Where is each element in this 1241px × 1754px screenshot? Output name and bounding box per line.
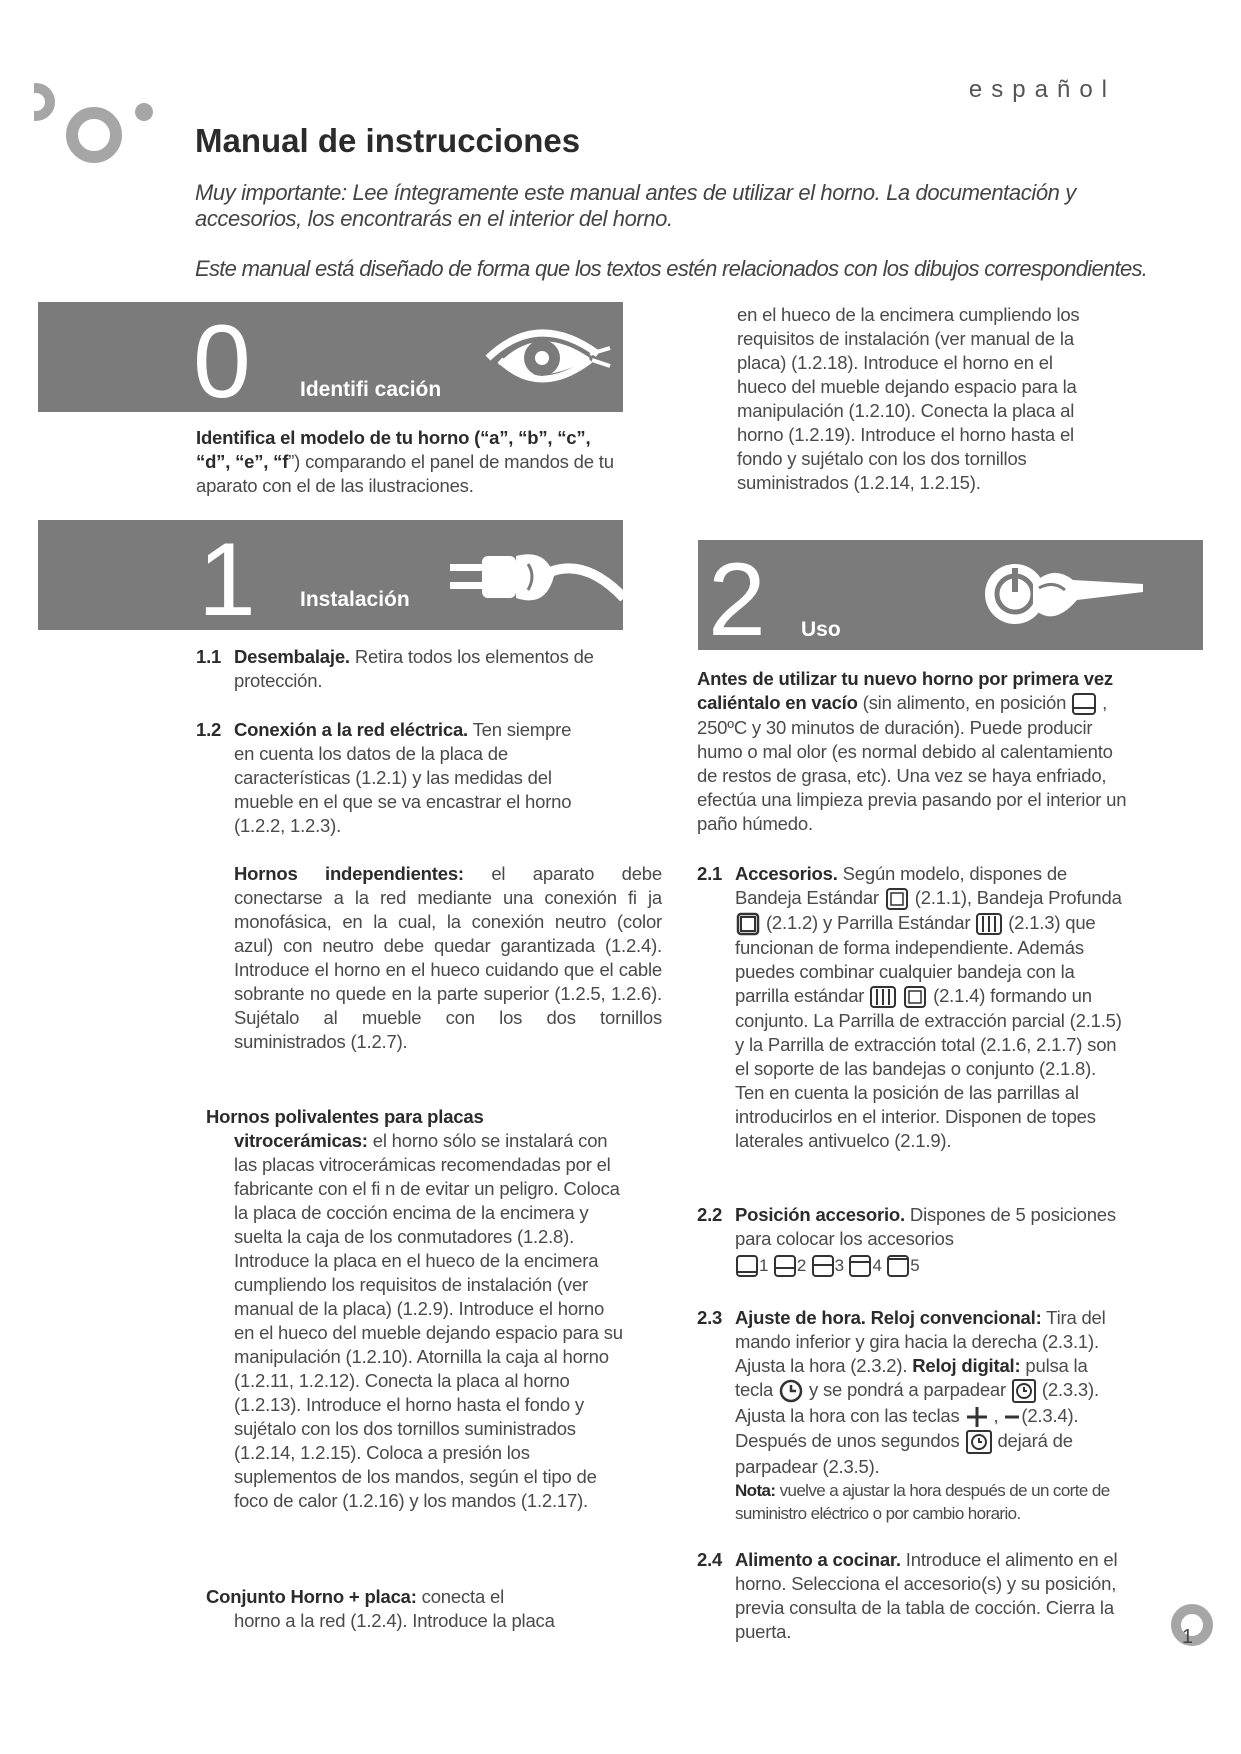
section-0-number: 0 xyxy=(193,304,251,412)
rack-icon xyxy=(869,985,897,1009)
section-1-2: 1.2 Conexión a la red eléctrica. Ten siempre en cuenta los datos de la placa de características (1.2.1) y las medidas del mueble en el que se va encastrar el horno (1.2.2, 1.2.3). xyxy=(196,719,572,836)
clock-key-icon xyxy=(778,1378,804,1404)
hornos-polivalentes: Hornos polivalentes para placas vitrocerámicas: el horno sólo se instalará con las placas vitrocerámicas recomendadas por el fabricante con el fi n de evitar un peligro. Coloca la placa de cocción encima de la encimera y suelta la caja de los conmutadores (1.2.8). Introduce la placa en el hueco de la encimera cumpliendo los requisitos de instalación (ver manual de la placa) (1.2.9). Introduce el horno en el hueco del mueble dejando espacio para su manipulación (1.2.10). Atornilla la caja al horno (1.2.11, 1.2.12). Conecta la placa al horno (1.2.13). Introduce el horno hasta el fondo y sujétalo con los dos tornillos suministrados (1.2.14, 1.2.15). Coloca a presión los suplementos de los mandos, según el tipo de foco de calor (1.2.16) y los mandos (1.2.17). xyxy=(206,1106,623,1511)
section-2-1: 2.1 Accesorios. Según modelo, dispones de Bandeja Estándar (2.1.1), Bandeja Profunda (2.1.2) y Parrilla Estándar (2.1.3) que funcionan de forma independiente. Además puedes combinar cualquier bandeja con la parrilla estándar (2.1.4) formando un conjunto. La Parrilla de extracción parcial (2.1.5) y la Parrilla de extracción total (2.1.6, 2.1.7) son el soporte de las bandejas o conjunto (2.1.8). Ten en cuenta la posición de las parrillas al introducirlos en el interior. Disponen de topes laterales antivuelco (2.1.9). xyxy=(697,863,1122,1152)
page-title: Manual de instrucciones xyxy=(195,122,581,159)
clock-display-icon xyxy=(965,1429,993,1455)
tray-icon xyxy=(902,985,928,1009)
standard-tray-icon xyxy=(884,887,910,911)
oven-position-icon xyxy=(1071,692,1097,716)
minus-key-icon xyxy=(1003,1405,1021,1429)
section-0-label: Identifi cación xyxy=(300,378,442,401)
intro-important: Muy importante: Lee íntegramente este manual antes de utilizar el horno. La documentación y accesorios, los encontrarás en el interior del horno. xyxy=(195,180,1076,231)
eye-icon xyxy=(478,314,618,394)
conjunto-continuation: en el hueco de la encimera cumpliendo los requisitos de instalación (ver manual de la placa) (1.2.18). Introduce el horno en el hueco del mueble dejando espacio para la manipulación (1.2.10). Conecta la placa al horno (1.2.19). Introduce el horno hasta el fondo y sujétalo con los dos tornillos suministrados (1.2.14, 1.2.15). xyxy=(737,304,1080,493)
clock-display-icon xyxy=(1011,1378,1037,1404)
power-button-icon xyxy=(973,554,1153,634)
section-1-number: 1 xyxy=(198,522,256,630)
section-1-1: 1.1 Desembalaje. Retira todos los elementos de protección. xyxy=(196,646,594,691)
nota: Nota: vuelve a ajustar la hora después de un corte de suministro eléctrico o por cambio horario. xyxy=(735,1481,1110,1524)
section-2-intro: Antes de utilizar tu nuevo horno por primera vez caliéntalo en vacío (sin alimento, en posición , 250ºC y 30 minutos de duración). Puede producir humo o mal olor (es normal debido al calentamiento de restos de grasa, etc). Una vez se haya enfriado, efectúa una limpieza previa pasando por el interior un paño húmedo. xyxy=(697,668,1127,835)
section-2-banner xyxy=(698,540,1203,650)
section-2-2: 2.2 Posición accesorio. Dispones de 5 posiciones para colocar los accesorios 1 2 3 4 5 xyxy=(697,1203,1122,1278)
position-2-icon xyxy=(773,1254,797,1278)
conjunto-horno-placa: Conjunto Horno + placa: conecta el horno a la red (1.2.4). Introduce la placa xyxy=(206,1586,555,1631)
deep-tray-icon xyxy=(735,912,761,936)
position-5-icon xyxy=(886,1254,910,1278)
position-1-icon xyxy=(735,1254,759,1278)
section-2-3: 2.3 Ajuste de hora. Reloj convencional: Tira del mando inferior y gira hacia la derecha (2.3.1). Ajusta la hora (2.3.2). Reloj digital: pulsa la tecla y se pondrá a parpadear (2.3.3). Ajusta la hora con las teclas , (2.3.4). Después de unos segundos dejará de parpadear (2.3.5). Nota: vuelve a ajustar la hora después de un corte de suministro eléctrico o por cambio horario. xyxy=(697,1306,1122,1525)
position-3-icon xyxy=(811,1254,835,1278)
intro-design: Este manual está diseñado de forma que los textos estén relacionados con los dibujos correspondientes. xyxy=(195,256,1148,281)
plus-key-icon xyxy=(965,1405,989,1429)
section-2-4: 2.4 Alimento a cocinar. Introduce el alimento en el horno. Selecciona el accesorio(s) y su posición, previa consulta de la tabla de cocción. Cierra la puerta. xyxy=(697,1549,1118,1642)
section-2-number: 2 xyxy=(708,542,766,650)
brand-logo xyxy=(34,80,164,180)
section-1-banner xyxy=(38,520,623,630)
plug-icon xyxy=(446,538,623,618)
section-1-label: Instalación xyxy=(300,588,410,611)
page-number: 1 xyxy=(1181,1626,1193,1648)
section-0-text: Identifica el modelo de tu horno (“a”, “b”, “c”, “d”, “e”, “f”) comparando el panel de mandos de tu aparato con el de las ilustraciones. xyxy=(196,427,614,496)
position-4-icon xyxy=(848,1254,872,1278)
section-0-banner xyxy=(38,302,623,412)
language-label: español xyxy=(968,76,1116,103)
position-icons: 1 2 3 4 5 xyxy=(735,1253,1122,1278)
hornos-independientes: Hornos independientes: el aparato debe conectarse a la red mediante una conexión fi ja monofásica, en la cual, la conexión neutro (color azul) con neutro debe quedar garantizada (1.2.4). Introduce el horno en el hueco cuidando que el cable sobrante no quede en la parte superior (1.2.5, 1.2.6). Sujétalo al mueble con los dos tornillos suministrados (1.2.7). xyxy=(234,863,662,1052)
standard-rack-icon xyxy=(975,912,1003,936)
section-2-label: Uso xyxy=(801,618,841,641)
